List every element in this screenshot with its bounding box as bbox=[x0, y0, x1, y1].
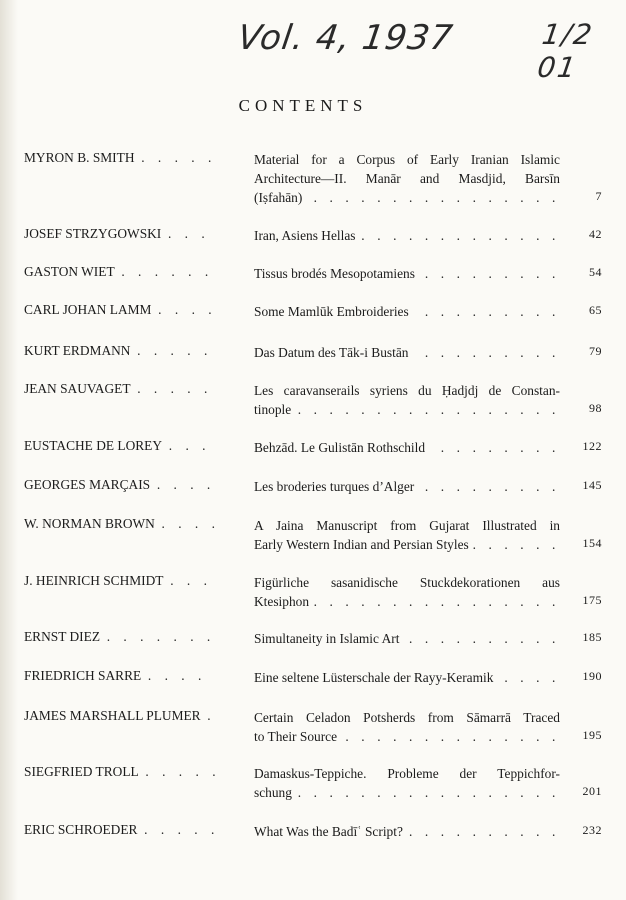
entry-title-line: Figürliche sasanidische Stuckdekorationen aus bbox=[254, 575, 560, 590]
entry-page-number: 98 bbox=[589, 401, 602, 416]
entry-author-leader-dots: . . . . . bbox=[137, 343, 213, 358]
entry-page-number: 154 bbox=[582, 536, 602, 551]
entry-author-leader-dots: . . . . bbox=[147, 668, 207, 683]
entry-author-leader-dots: . bbox=[207, 708, 216, 723]
entry-title-line bbox=[254, 822, 560, 841]
entry-title-text: (Iṣfahān) bbox=[254, 188, 306, 207]
entry-title bbox=[254, 381, 560, 419]
entry-author-name: JEAN SAUVAGET bbox=[24, 381, 131, 396]
entry-author-leader-dots: . . . . . bbox=[141, 150, 217, 165]
entry-author-name: GEORGES MARÇAIS bbox=[24, 477, 151, 492]
entry-title bbox=[254, 150, 560, 208]
entry-page-number: 122 bbox=[582, 439, 602, 453]
entry-author-name: KURT ERDMANN bbox=[24, 343, 131, 358]
entry-page-number: 175 bbox=[582, 593, 602, 608]
entry-author-name: MYRON B. SMITH bbox=[24, 150, 135, 165]
entry-title bbox=[254, 226, 560, 245]
entry-title-line bbox=[254, 477, 560, 496]
entry-author-name: EUSTACHE DE LOREY bbox=[24, 438, 163, 453]
entry-page-number: 7 bbox=[595, 189, 602, 204]
entry-title-line bbox=[254, 400, 560, 419]
entry-title-line bbox=[254, 302, 560, 321]
entry-author bbox=[24, 668, 250, 688]
entry-author-name: ERNST DIEZ bbox=[24, 629, 101, 644]
entry-author bbox=[24, 226, 250, 246]
entry-page-number: 232 bbox=[582, 823, 602, 837]
entry-title bbox=[254, 668, 560, 687]
entry-author bbox=[24, 381, 250, 401]
entry-page-number: 65 bbox=[589, 303, 602, 317]
entry-page-number: 190 bbox=[582, 669, 602, 683]
entry-author bbox=[24, 764, 250, 784]
entry-title-line: Material for a Corpus of Early Iranian Islamic bbox=[254, 152, 560, 167]
entry-title-line: Les caravanserails syriens du Ḥadjdj de Constan- bbox=[254, 383, 560, 398]
entry-title-text: Les broderies turques d’Alger bbox=[254, 477, 418, 496]
entry-title-line bbox=[254, 188, 560, 207]
entry-author-leader-dots: . . . . bbox=[161, 516, 220, 531]
entry-title-line bbox=[254, 727, 560, 746]
entry-title-line bbox=[254, 264, 560, 283]
entry-author-name: CARL JOHAN LAMM bbox=[24, 302, 152, 317]
entry-title bbox=[254, 302, 560, 321]
entry-author-name: W. NORMAN BROWN bbox=[24, 516, 155, 531]
entry-title bbox=[254, 343, 560, 362]
entry-title-text: Behzād. Le Gulistān Rothschild bbox=[254, 438, 429, 457]
entry-title-text: Tissus brodés Mesopotamiens bbox=[254, 264, 419, 283]
entry-author bbox=[24, 302, 250, 322]
entry-title bbox=[254, 477, 560, 496]
entry-author bbox=[24, 264, 250, 284]
entry-author-name: GASTON WIET bbox=[24, 264, 115, 279]
entry-page-number: 79 bbox=[589, 344, 602, 358]
handwritten-reference-note: 1/2 01 bbox=[535, 18, 596, 84]
entry-author-name: JOSEF STRZYGOWSKI bbox=[24, 226, 162, 241]
entry-title bbox=[254, 516, 560, 554]
entry-title bbox=[254, 764, 560, 802]
contents-heading: CONTENTS bbox=[238, 96, 368, 115]
entry-title-text: Das Datum des Tāk-i Bustān bbox=[254, 343, 412, 362]
entry-author-leader-dots: . . . bbox=[170, 573, 212, 588]
entry-author-name: JAMES MARSHALL PLUMER bbox=[24, 708, 201, 723]
entry-title-line bbox=[254, 592, 560, 611]
entry-title-line bbox=[254, 226, 560, 245]
entry-page-number: 145 bbox=[582, 478, 602, 492]
entry-author bbox=[24, 477, 250, 497]
entry-title bbox=[254, 438, 560, 457]
entry-title-line: A Jaina Manuscript from Gujarat Illustrated in bbox=[254, 518, 560, 533]
entry-author bbox=[24, 516, 250, 536]
entry-author-leader-dots: . . . . . bbox=[145, 764, 221, 779]
entry-author bbox=[24, 343, 250, 363]
entry-author-leader-dots: . . . . . . . bbox=[106, 629, 216, 644]
entry-author bbox=[24, 822, 250, 842]
entry-title-line: Architecture—II. Manār and Masdjid, Barsīn bbox=[254, 171, 560, 187]
entry-author bbox=[24, 150, 250, 170]
entry-author-leader-dots: . . . . . bbox=[137, 381, 213, 396]
entry-title-text: Iran, Asiens Hellas bbox=[254, 226, 360, 245]
entry-page-number: 201 bbox=[582, 784, 602, 799]
entry-title-text: Ktesiphon bbox=[254, 592, 313, 611]
entry-title-line bbox=[254, 535, 560, 554]
entry-author bbox=[24, 573, 250, 593]
entry-author bbox=[24, 438, 250, 458]
entry-title-line bbox=[254, 438, 560, 457]
entry-title-text: schung bbox=[254, 783, 296, 802]
entry-author-leader-dots: . . . . . bbox=[144, 822, 220, 837]
entry-title bbox=[254, 629, 560, 648]
entry-author-name: J. HEINRICH SCHMIDT bbox=[24, 573, 164, 588]
entry-title-line: Damaskus-Teppiche. Probleme der Teppichfor- bbox=[254, 766, 560, 781]
entry-title-text: to Their Source bbox=[254, 727, 341, 746]
entry-title-line bbox=[254, 668, 560, 687]
entry-title-text: tinople bbox=[254, 400, 295, 419]
entry-author-leader-dots: . . . . bbox=[156, 477, 216, 492]
entry-title-text: Early Western Indian and Persian Styles bbox=[254, 535, 473, 554]
entry-page-number: 195 bbox=[582, 728, 602, 743]
scan-edge-shadow bbox=[0, 0, 18, 900]
entry-title-text: What Was the Badīʿ Script? bbox=[254, 822, 407, 841]
entry-title bbox=[254, 264, 560, 283]
entry-author-leader-dots: . . . bbox=[168, 438, 211, 453]
entry-author-leader-dots: . . . . bbox=[158, 302, 217, 317]
entry-title bbox=[254, 573, 560, 611]
entry-title-line: Certain Celadon Potsherds from Sāmarrā Traced bbox=[254, 710, 560, 725]
entry-page-number: 42 bbox=[589, 227, 602, 241]
entry-title-text: Some Mamlūk Embroideries bbox=[254, 302, 413, 321]
entry-author-name: ERIC SCHROEDER bbox=[24, 822, 138, 837]
entry-author-name: SIEGFRIED TROLL bbox=[24, 764, 139, 779]
entry-title-line bbox=[254, 783, 560, 802]
handwritten-volume-note: Vol. 4, 1937 bbox=[235, 18, 456, 58]
entry-title-line bbox=[254, 629, 560, 648]
entry-title-text: Eine seltene Lüsterschale der Rayy-Keramik bbox=[254, 668, 497, 687]
entry-title-line bbox=[254, 343, 560, 362]
entry-page-number: 54 bbox=[589, 265, 602, 279]
entry-title bbox=[254, 822, 560, 841]
entry-author bbox=[24, 708, 250, 728]
entry-title-text: Simultaneity in Islamic Art bbox=[254, 629, 403, 648]
entry-page-number: 185 bbox=[582, 630, 602, 644]
entry-title bbox=[254, 708, 560, 746]
entry-author-name: FRIEDRICH SARRE bbox=[24, 668, 142, 683]
entry-author-leader-dots: . . . bbox=[167, 226, 210, 241]
entry-author bbox=[24, 629, 250, 649]
entry-author-leader-dots: . . . . . . bbox=[121, 264, 214, 279]
